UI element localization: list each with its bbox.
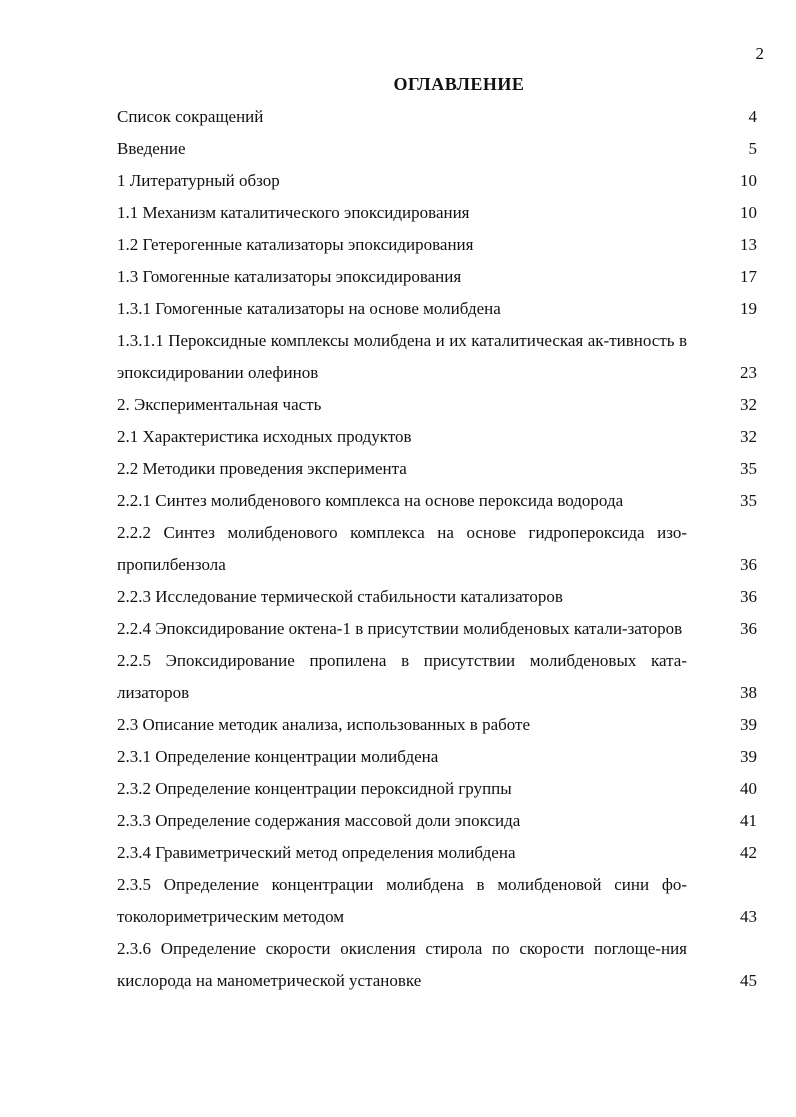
toc-entry <box>117 389 757 421</box>
toc-entry-page: 19 <box>740 299 757 318</box>
toc-entry-text: 2.3.5 Определение концентрации молибдена в молибденовой сини фо-токолориметрическим методом <box>117 875 687 926</box>
toc-entry <box>117 517 757 581</box>
toc-entry-text: 2.2.3 Исследование термической стабильности катализаторов <box>117 587 563 606</box>
toc-entry-text: 2.3.4 Гравиметрический метод определения молибдена <box>117 843 516 862</box>
toc-entry <box>117 581 757 613</box>
toc-entry-page: 43 <box>740 907 757 926</box>
toc-entry-text: 2. Экспериментальная часть <box>117 395 322 414</box>
toc-entry-text: 2.2.2 Синтез молибденового комплекса на основе гидропероксида изо-пропилбензола <box>117 523 687 574</box>
toc-entry <box>117 645 757 709</box>
toc-entry-page: 39 <box>740 715 757 734</box>
toc-entry <box>117 485 757 517</box>
toc-entry-page: 13 <box>740 235 757 254</box>
toc-entry-page: 23 <box>740 363 757 382</box>
toc-entry-page: 35 <box>740 491 757 510</box>
toc-entry-page: 10 <box>740 171 757 190</box>
toc-entry-page: 36 <box>740 619 757 638</box>
toc-entry <box>117 773 757 805</box>
toc-entry-text: 2.3.3 Определение содержания массовой доли эпоксида <box>117 811 521 830</box>
toc-title: ОГЛАВЛЕНИЕ <box>393 74 525 94</box>
toc-entry-text: 2.3.1 Определение концентрации молибдена <box>117 747 439 766</box>
toc-entry-text: 2.3 Описание методик анализа, использованных в работе <box>117 715 531 734</box>
toc-entry-page: 5 <box>748 139 757 158</box>
toc-entry-text: 1.3.1.1 Пероксидные комплексы молибдена и их каталитическая ак-тивность в эпоксидировании олефинов <box>117 331 687 382</box>
toc-entry-text: 1.3.1 Гомогенные катализаторы на основе молибдена <box>117 299 501 318</box>
toc-entry-page: 45 <box>740 971 757 990</box>
toc-entry <box>117 421 757 453</box>
toc-entry-text: 1 Литературный обзор <box>117 171 280 190</box>
toc-entry <box>117 709 757 741</box>
toc-entry-page: 41 <box>740 811 757 830</box>
toc-entry-text: Введение <box>117 139 186 158</box>
toc-entry <box>117 293 757 325</box>
toc-entry <box>117 613 757 645</box>
toc-entry-page: 32 <box>740 427 757 446</box>
toc-entry-page: 4 <box>748 107 757 126</box>
toc-entry <box>117 325 757 389</box>
toc-entry <box>117 741 757 773</box>
toc-entry <box>117 133 757 165</box>
toc-entry <box>117 101 757 133</box>
toc-entry-page: 35 <box>740 459 757 478</box>
table-of-contents <box>117 101 757 997</box>
toc-entry-page: 17 <box>740 267 757 286</box>
page-number: 2 <box>755 44 764 63</box>
toc-entry-text: 2.3.6 Определение скорости окисления стирола по скорости поглоще-ния кислорода на манометрической установке <box>117 939 687 990</box>
toc-entry-page: 40 <box>740 779 757 798</box>
toc-entry <box>117 453 757 485</box>
toc-entry <box>117 869 757 933</box>
toc-entry <box>117 261 757 293</box>
toc-entry-text: 1.3 Гомогенные катализаторы эпоксидирования <box>117 267 462 286</box>
toc-entry-text: 2.2.4 Эпоксидирование октена-1 в присутствии молибденовых катали-заторов <box>117 619 683 638</box>
toc-entry-text: 2.2 Методики проведения эксперимента <box>117 459 407 478</box>
toc-entry <box>117 165 757 197</box>
toc-entry <box>117 933 757 997</box>
toc-entry-page: 38 <box>740 683 757 702</box>
toc-entry <box>117 229 757 261</box>
toc-entry-text: 2.3.2 Определение концентрации пероксидной группы <box>117 779 512 798</box>
toc-entry <box>117 805 757 837</box>
toc-entry-page: 10 <box>740 203 757 222</box>
toc-entry-page: 36 <box>740 555 757 574</box>
toc-entry <box>117 837 757 869</box>
toc-entry-text: Список сокращений <box>117 107 264 126</box>
toc-entry-text: 1.1 Механизм каталитического эпоксидирования <box>117 203 470 222</box>
toc-entry-text: 2.2.5 Эпоксидирование пропилена в присутствии молибденовых ката-лизаторов <box>117 651 687 702</box>
toc-entry-page: 42 <box>740 843 757 862</box>
toc-entry-text: 2.2.1 Синтез молибденового комплекса на основе пероксида водорода <box>117 491 624 510</box>
toc-entry-text: 2.1 Характеристика исходных продуктов <box>117 427 412 446</box>
toc-entry <box>117 197 757 229</box>
toc-entry-page: 36 <box>740 587 757 606</box>
toc-entry-page: 39 <box>740 747 757 766</box>
toc-entry-text: 1.2 Гетерогенные катализаторы эпоксидирования <box>117 235 474 254</box>
toc-entry-page: 32 <box>740 395 757 414</box>
